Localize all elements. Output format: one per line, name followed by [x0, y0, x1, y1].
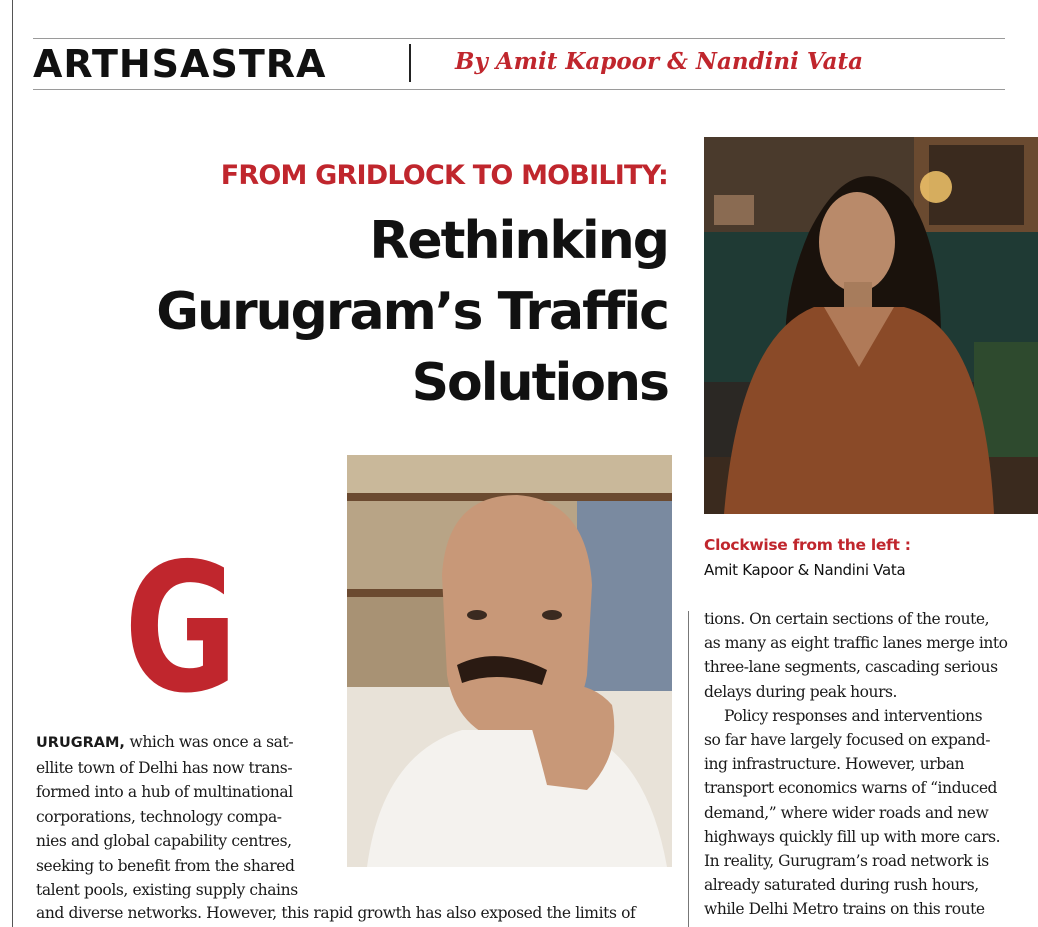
byline: By Amit Kapoor & Nandini Vata	[455, 48, 864, 75]
headline-line: Rethinking	[369, 211, 668, 271]
lead-word: URUGRAM,	[36, 735, 125, 751]
article-line: Policy responses and interventions	[724, 706, 983, 725]
article-line: In reality, Gurugram’s road network is	[704, 852, 989, 871]
drop-cap: G	[124, 525, 238, 732]
article-line: already saturated during rush hours,	[704, 876, 979, 895]
article-line: nies and global capability centres,	[36, 832, 292, 850]
article-line: ellite town of Delhi has now trans-	[36, 758, 293, 777]
article-line: while Delhi Metro trains on this route	[704, 900, 985, 919]
article-line: demand,” where wider roads and new	[704, 803, 989, 822]
article-line: tions. On certain sections of the route,	[704, 610, 990, 628]
headline-title	[108, 206, 668, 419]
author-photo-amit-kapoor	[347, 455, 672, 867]
masthead-divider	[409, 44, 411, 82]
section-masthead: ARTHSASTRA	[33, 42, 327, 86]
portrait-man-image	[347, 455, 672, 867]
article-right-column	[704, 607, 1006, 922]
article-line: transport economics warns of “induced	[704, 779, 998, 798]
portrait-woman-image	[704, 137, 1038, 514]
article-line: ing infrastructure. However, urban	[704, 755, 965, 774]
article-line: corporations, technology compa-	[36, 807, 282, 826]
header-top-rule	[33, 38, 1005, 39]
article-line: seeking to benefit from the shared	[36, 856, 295, 875]
headline-line: Gurugram’s Traffic	[156, 282, 668, 342]
article-line: talent pools, existing supply chains	[36, 881, 298, 899]
article-line: URUGRAM, which was once a sat-	[36, 733, 294, 751]
article-line: three-lane segments, cascading serious	[704, 658, 998, 677]
headline-line: Solutions	[411, 353, 668, 413]
photo-caption-names: Amit Kapoor & Nandini Vata	[704, 561, 906, 579]
header-bottom-rule	[33, 89, 1005, 90]
article-spanning-line: and diverse networks. However, this rapid growth has also exposed the limits of	[36, 904, 636, 922]
article-left-column	[36, 730, 326, 903]
article-line: delays during peak hours.	[704, 682, 898, 701]
article-line: so far have largely focused on expand-	[704, 731, 991, 750]
headline-kicker: FROM GRIDLOCK TO MOBILITY:	[220, 160, 668, 191]
column-divider	[688, 611, 689, 927]
page-edge-rule	[12, 0, 13, 927]
author-photo-nandini-vata	[704, 137, 1038, 514]
article-line: highways quickly fill up with more cars.	[704, 827, 1001, 846]
photo-caption-label: Clockwise from the left :	[704, 536, 911, 554]
article-line: as many as eight traffic lanes merge into	[704, 634, 1008, 653]
article-line: formed into a hub of multinational	[36, 783, 293, 801]
